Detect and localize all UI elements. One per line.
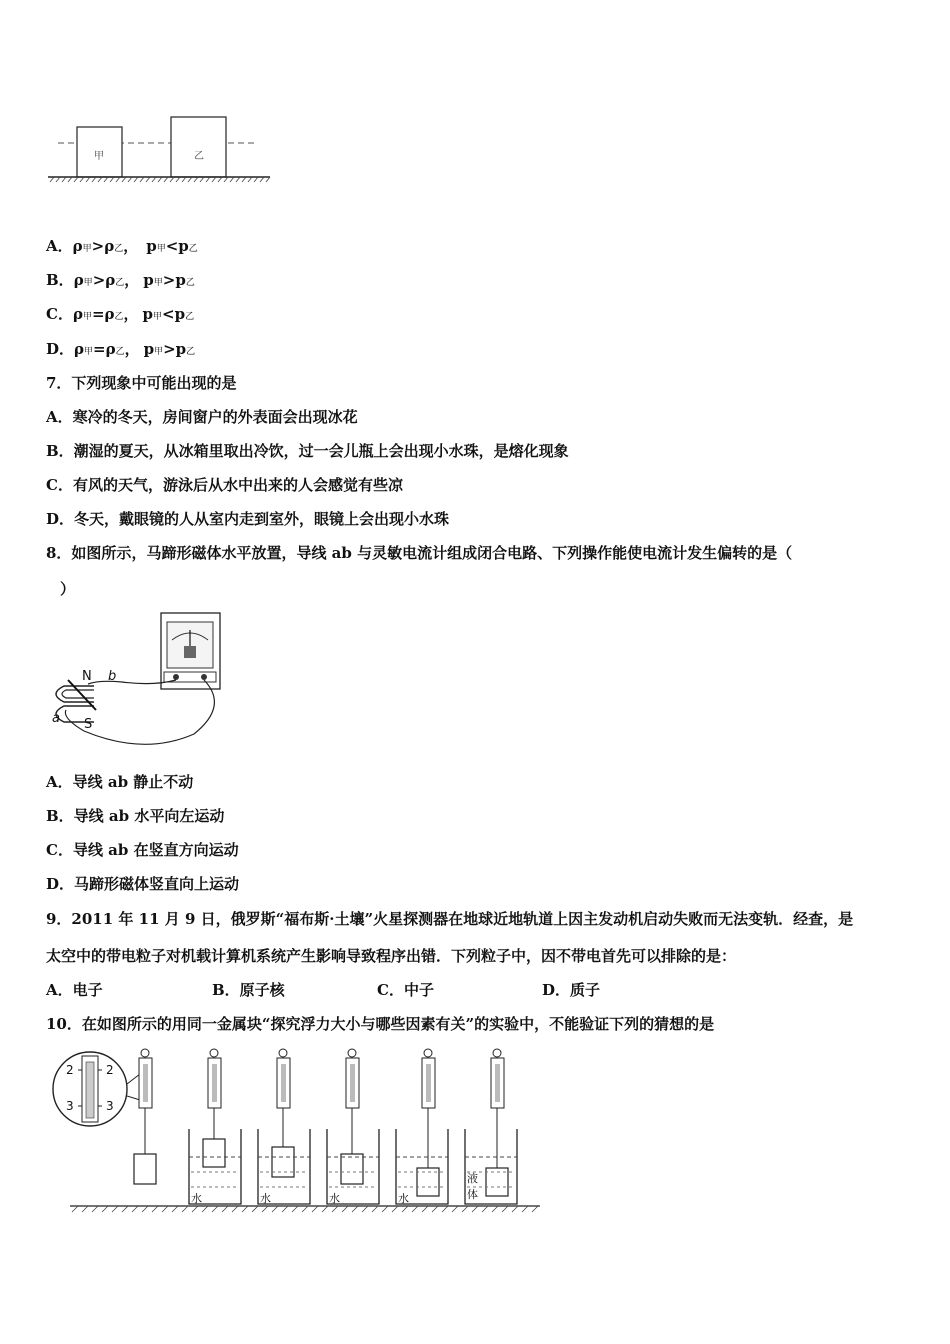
relation: >p: [163, 340, 187, 358]
q9-stem-line1: 9．2011 年 11 月 9 日，俄罗斯“福布斯·土壤”火星探测器在地球近地轨道上因主发动机启动失败而无法变轨．经查，是: [46, 910, 854, 928]
blocks-figure: [44, 110, 274, 190]
tick-label: 2: [66, 1063, 74, 1077]
p-symbol: p: [143, 271, 154, 289]
subscript: 乙: [115, 278, 125, 288]
subscript: 乙: [115, 347, 125, 357]
beaker-label: 水: [191, 1192, 202, 1205]
q7-option-d[interactable]: D．冬天，戴眼镜的人从室内走到室外，眼镜上会出现小水珠: [46, 510, 450, 528]
spring-scale-5: [417, 1049, 439, 1196]
subscript: 甲: [82, 244, 92, 254]
subscript: 甲: [153, 312, 163, 322]
magnet-galvanometer-figure: [44, 606, 229, 752]
block-jia-label: 甲: [94, 151, 104, 162]
relation: =ρ: [91, 305, 115, 323]
p-symbol: p: [143, 340, 155, 358]
spring-scale-6: [486, 1049, 508, 1196]
relation: =ρ: [93, 340, 116, 358]
magnet-s-label: S: [84, 717, 93, 732]
q9-stem-line2: 太空中的带电粒子对机载计算机系统产生影响导致程序出错．下列粒子中，因不带电首先可以排除的是：: [46, 947, 737, 965]
beaker-label: 液: [467, 1172, 478, 1185]
tick-label: 3: [66, 1099, 74, 1113]
option-label: A．: [46, 237, 73, 255]
block-yi: [171, 117, 226, 177]
terminal-left: [173, 674, 179, 680]
rho-symbol: ρ: [74, 340, 84, 358]
separator: ，: [123, 237, 139, 255]
subscript: 甲: [84, 347, 94, 357]
relation: <p: [165, 237, 189, 255]
q8-option-c[interactable]: C．导线 ab 在竖直方向运动: [46, 841, 239, 859]
subscript: 乙: [114, 312, 124, 322]
tick-label: 2: [106, 1063, 114, 1077]
q8-stem-line2: ）: [60, 580, 76, 598]
terminal-right: [201, 674, 207, 680]
subscript: 甲: [83, 278, 93, 288]
q6-option-a[interactable]: [46, 236, 198, 259]
subscript: 甲: [82, 312, 92, 322]
beaker-label: 水: [260, 1192, 271, 1205]
q7-option-a[interactable]: A．寒冷的冬天，房间窗户的外表面会出现冰花: [46, 408, 358, 426]
relation: >ρ: [91, 237, 115, 255]
subscript: 甲: [156, 244, 166, 254]
q9-option-b[interactable]: B．原子核: [212, 981, 285, 999]
rho-symbol: ρ: [73, 271, 84, 289]
table-hatch: [72, 1206, 538, 1212]
block-yi-label: 乙: [194, 151, 204, 162]
q10-stem: 10．在如图所示的用同一金属块“探究浮力大小与哪些因素有关”的实验中，不能验证下列的猜想的是: [46, 1015, 715, 1033]
pointer-line: [127, 1074, 140, 1084]
q9-option-c[interactable]: C．中子: [377, 981, 434, 999]
q8-option-a[interactable]: A．导线 ab 静止不动: [46, 773, 194, 791]
subscript: 乙: [185, 278, 195, 288]
option-label: B．: [46, 271, 74, 289]
spring-scale-2: [203, 1049, 225, 1167]
q9-option-a[interactable]: A．电子: [46, 981, 103, 999]
wire-a-label: a: [52, 711, 60, 726]
magnified-spring: [86, 1062, 94, 1118]
buoyancy-experiment-figure: [48, 1044, 548, 1216]
relation: >p: [162, 271, 186, 289]
dial-center: [184, 646, 196, 658]
subscript: 乙: [186, 347, 196, 357]
rho-symbol: ρ: [72, 305, 83, 323]
separator: ，: [124, 340, 140, 358]
option-label: D．: [46, 340, 75, 358]
q8-option-d[interactable]: D．马蹄形磁体竖直向上运动: [46, 875, 240, 893]
q6-option-d[interactable]: [46, 339, 195, 362]
option-label: C．: [46, 305, 73, 323]
subscript: 甲: [154, 347, 164, 357]
magnet-n-label: N: [82, 669, 92, 684]
beaker-label: 水: [398, 1192, 409, 1205]
wire-b-label: b: [108, 669, 117, 684]
q6-option-c[interactable]: [46, 304, 194, 327]
spring-scale-1: [134, 1049, 156, 1184]
subscript: 甲: [153, 278, 163, 288]
separator: ，: [124, 271, 140, 289]
q7-option-b[interactable]: B．潮湿的夏天，从冰箱里取出冷饮，过一会儿瓶上会出现小水珠，是熔化现象: [46, 442, 569, 460]
q6-option-b[interactable]: [46, 270, 195, 293]
subscript: 乙: [188, 244, 198, 254]
q7-stem: 7．下列现象中可能出现的是: [46, 374, 237, 392]
subscript: 乙: [185, 312, 195, 322]
beaker-label: 水: [329, 1192, 340, 1205]
spring-scale-4: [341, 1049, 363, 1184]
relation: >ρ: [92, 271, 116, 289]
relation: <p: [162, 305, 186, 323]
subscript: 乙: [114, 244, 124, 254]
q7-option-c[interactable]: C．有风的天气，游泳后从水中出来的人会感觉有些凉: [46, 476, 403, 494]
rho-symbol: ρ: [72, 237, 83, 255]
spring-scale-3: [272, 1049, 294, 1177]
q8-option-b[interactable]: B．导线 ab 水平向左运动: [46, 807, 225, 825]
p-symbol: p: [146, 237, 157, 255]
q8-stem-line1: 8．如图所示，马蹄形磁体水平放置，导线 ab 与灵敏电流计组成闭合电路、下列操作能使电流计发生偏转的是（: [46, 544, 793, 562]
pointer-line: [127, 1096, 140, 1100]
separator: ，: [123, 305, 139, 323]
beaker-label: 体: [467, 1188, 478, 1201]
p-symbol: p: [142, 305, 154, 323]
tick-label: 3: [106, 1099, 114, 1113]
q9-option-d[interactable]: D．质子: [542, 981, 601, 999]
